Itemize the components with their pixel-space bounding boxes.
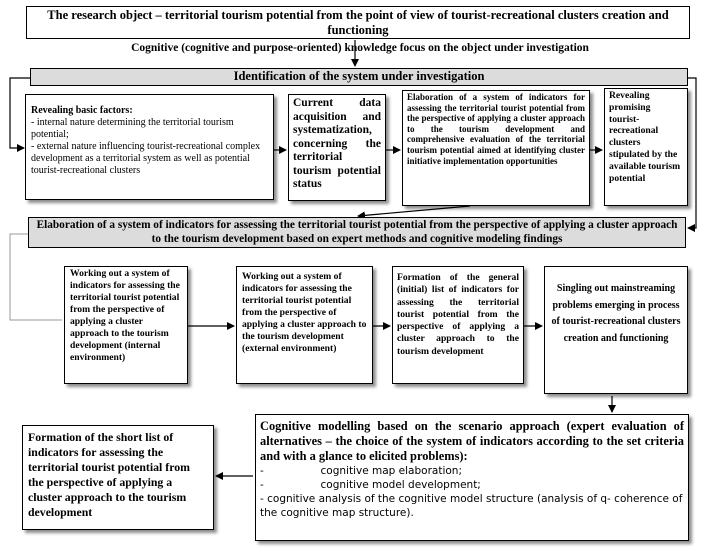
short-list-text: Formation of the short list of indicators for assessing the territorial tourist potential from the perspective of applying a cluster approach to the tourism development <box>28 430 190 519</box>
cognitive-map-item: - cognitive map elaboration; <box>260 465 462 477</box>
basic-factors-item-internal: - internal nature determining the territorial tourism potential; <box>31 117 234 140</box>
basic-factors-title: Revealing basic factors: <box>31 105 133 116</box>
arrow-right-loop <box>688 78 696 228</box>
elaboration-text: Elaboration of a system of indicators for assessing the territorial tourist potential from the perspective of applying a cluster approach to the tourism development and comprehensive evaluation of the territorial tourism potential aimed at identifying cluster initiative implementation opportunities <box>407 92 585 166</box>
cognitive-modelling-title: Cognitive modelling based on the scenario approach (expert evaluation of alternatives – the choice of the system of indicators according to the set criteria and with a glance to elicited problems): <box>260 419 684 463</box>
expert-methods-title: Elaboration of a system of indicators for assessing the territorial tourist potential from the perspective of applying a cluster approach to the tourism development based on expert methods and cognitive modeling findings <box>36 219 678 245</box>
general-list-box <box>392 266 524 384</box>
arrow-elaboration-to-expert <box>358 206 470 216</box>
promising-clusters-box <box>604 88 688 206</box>
cognitive-model-item: - cognitive model development; <box>260 479 481 491</box>
research-object-box <box>26 6 690 39</box>
cognitive-focus-text: Cognitive (cognitive and purpose-oriented) knowledge focus on the object under investigation <box>131 42 589 54</box>
identification-title: Identification of the system under investigation <box>233 69 485 83</box>
cognitive-modelling-box <box>255 414 689 541</box>
expert-methods-header <box>28 217 686 248</box>
general-list-text: Formation of the general (initial) list of indicators for assessing the territorial tourist potential from the perspective of applying a cluster approach to the tourism development <box>397 272 519 357</box>
basic-factors-box <box>25 94 274 200</box>
external-environment-text: Working out a system of indicators for assessing the territorial tourist potential from the perspective of applying a cluster approach to the tourism development (external environment) <box>242 271 367 354</box>
current-data-box <box>288 94 386 201</box>
elaboration-box <box>402 90 590 206</box>
identification-header <box>30 68 688 86</box>
external-environment-box <box>236 266 373 384</box>
internal-environment-box <box>64 266 188 384</box>
current-data-text: Current data acquisition and systematization, concerning the territorial tourism potential status <box>293 97 381 190</box>
problems-box <box>544 266 688 394</box>
cognitive-focus-label <box>60 42 660 55</box>
research-object-text: The research object – territorial tourism potential from the point of view of tourist-recreational clusters creation and functioning <box>47 8 669 37</box>
internal-environment-text: Working out a system of indicators for assessing the territorial tourist potential from the perspective of applying a cluster approach to the tourism development (internal environment) <box>70 268 180 363</box>
short-list-box <box>22 425 214 530</box>
basic-factors-item-external: - external nature influencing tourist-recreational complex development as a territorial system as well as potential tourist-recreational clusters <box>31 141 261 176</box>
problems-text: Singling out mainstreaming problems emerging in process of tourist-recreational clusters creation and functioning <box>551 283 681 344</box>
promising-clusters-text: Revealing promising tourist-recreational clusters stipulated by the available tourism potential <box>609 90 681 184</box>
cognitive-analysis-item: - cognitive analysis of the cognitive model structure (analysis of q- coherence of the cognitive map structure). <box>260 493 683 519</box>
